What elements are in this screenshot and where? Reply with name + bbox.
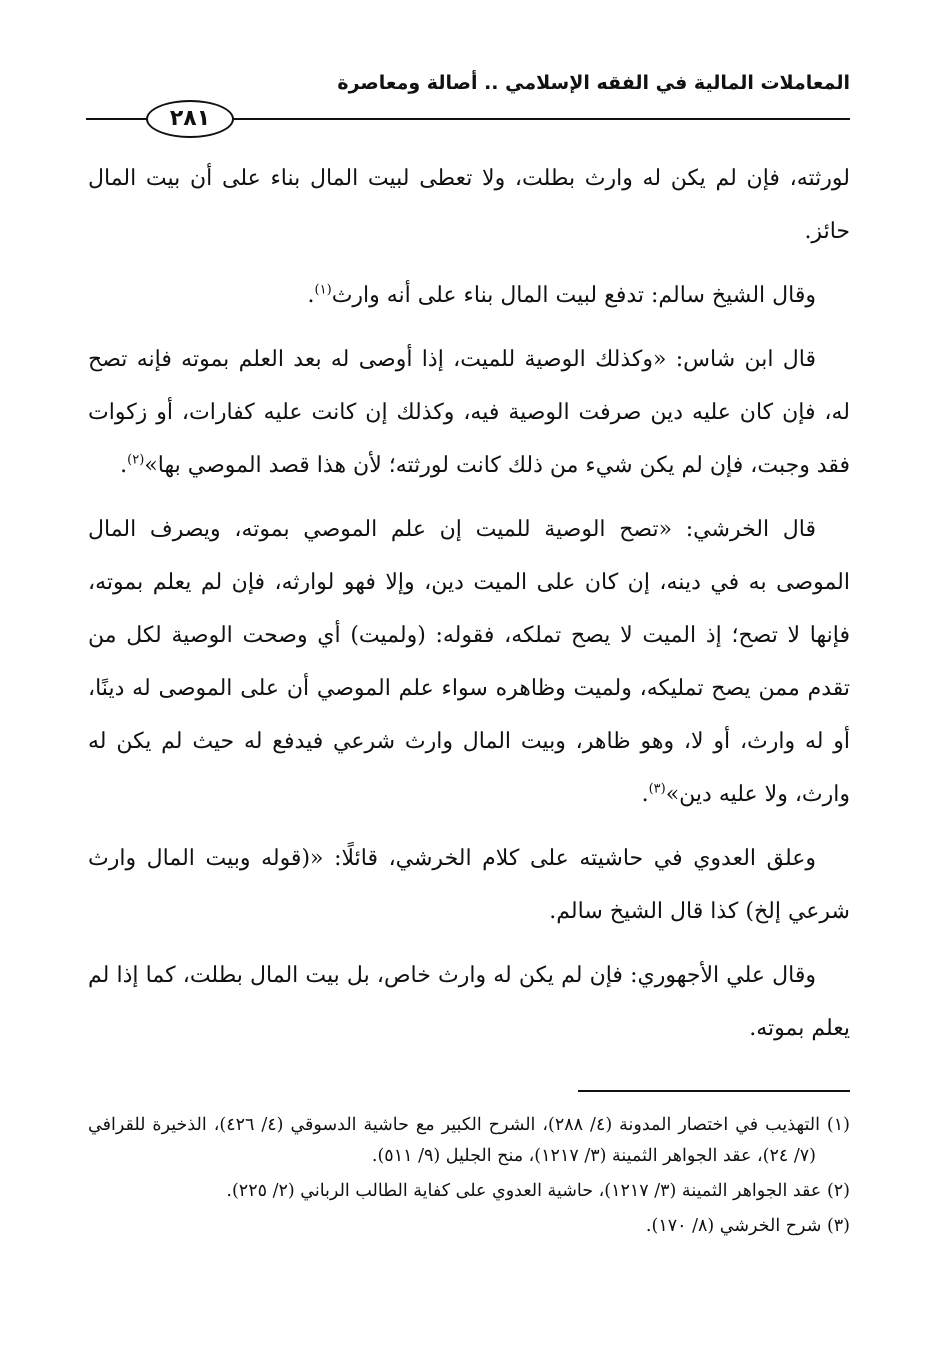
paragraph-2-end: . bbox=[307, 283, 315, 308]
paragraph-3-end: . bbox=[120, 453, 128, 478]
footnote-1 bbox=[88, 1110, 850, 1172]
footnote-number: (٣) bbox=[826, 1216, 850, 1236]
footnote-number: (١) bbox=[826, 1115, 850, 1135]
page-number-badge: ٢٨١ bbox=[146, 100, 234, 138]
paragraph-3-text: قال ابن شاس: «وكذلك الوصية للميت، إذا أوصى له بعد العلم بموته فإنه تصح له، فإن كان عليه دين صرفت الوصية فيه، وكذلك إن كانت عليه كفارات، أو زكوات فقد وجبت، فإن لم يكن شيء من ذلك كانت لورثته؛ لأن هذا قصد الموصي بها» bbox=[88, 347, 850, 478]
footnote-text: التهذيب في اختصار المدونة (٤/ ٢٨٨)، الشرح الكبير مع حاشية الدسوقي (٤/ ٤٢٦)، الذخيرة للقرافي (٧/ ٢٤)، عقد الجواهر الثمينة (٣/ ١٢١٧)، منح الجليل (٩/ ٥١١). bbox=[88, 1115, 820, 1166]
footnote-ref-2[interactable]: (٢) bbox=[127, 452, 145, 468]
footnote-number: (٢) bbox=[826, 1181, 850, 1201]
footnote-2 bbox=[88, 1176, 850, 1207]
footnote-ref-3[interactable]: (٣) bbox=[648, 781, 666, 797]
footnote-text: شرح الخرشي (٨/ ١٧٠). bbox=[645, 1216, 822, 1236]
paragraph-1: لورثته، فإن لم يكن له وارث بطلت، ولا تعطى لبيت المال بناء على أن بيت المال حائز. bbox=[88, 166, 850, 244]
footnotes bbox=[88, 1110, 850, 1246]
footnote-ref-1[interactable]: (١) bbox=[314, 282, 332, 298]
paragraph-3 bbox=[88, 333, 850, 492]
footnote-separator bbox=[578, 1090, 850, 1092]
running-title: المعاملات المالية في الفقه الإسلامي .. أصالة ومعاصرة bbox=[337, 72, 850, 94]
footnote-text: عقد الجواهر الثمينة (٣/ ١٢١٧)، حاشية العدوي على كفاية الطالب الرباني (٢/ ٢٢٥). bbox=[226, 1181, 822, 1201]
main-text bbox=[88, 152, 850, 1066]
paragraph-2-text: وقال الشيخ سالم: تدفع لبيت المال بناء على أنه وارث bbox=[331, 283, 816, 308]
footnote-3 bbox=[88, 1211, 850, 1242]
paragraph-4 bbox=[88, 503, 850, 821]
paragraph-2 bbox=[88, 269, 850, 322]
paragraph-4-end: . bbox=[641, 782, 649, 807]
paragraph-4-text: قال الخرشي: «تصح الوصية للميت إن علم الموصي بموته، ويصرف المال الموصى به في دينه، إن كان على الميت دين، وإلا فهو لوارثه، فإن لم يعلم بموته، فإنها لا تصح؛ إذ الميت لا يصح تملكه، فقوله: (ولميت) أي وصحت الوصية لكل من تقدم ممن يصح تمليكه، ولميت وظاهره سواء علم الموصي أن على الموصى له دينًا، أو له وارث، أو لا، وهو ظاهر، وبيت المال وارث شرعي فيدفع له حيث لم يكن له وارث، ولا عليه دين» bbox=[88, 517, 850, 807]
paragraph-6: وقال علي الأجهوري: فإن لم يكن له وارث خاص، بل بيت المال بطلت، كما إذا لم يعلم بموته. bbox=[88, 963, 850, 1041]
paragraph-5: وعلق العدوي في حاشيته على كلام الخرشي، قائلًا: «(قوله وبيت المال وارث شرعي إلخ) كذا قال الشيخ سالم. bbox=[88, 846, 850, 924]
